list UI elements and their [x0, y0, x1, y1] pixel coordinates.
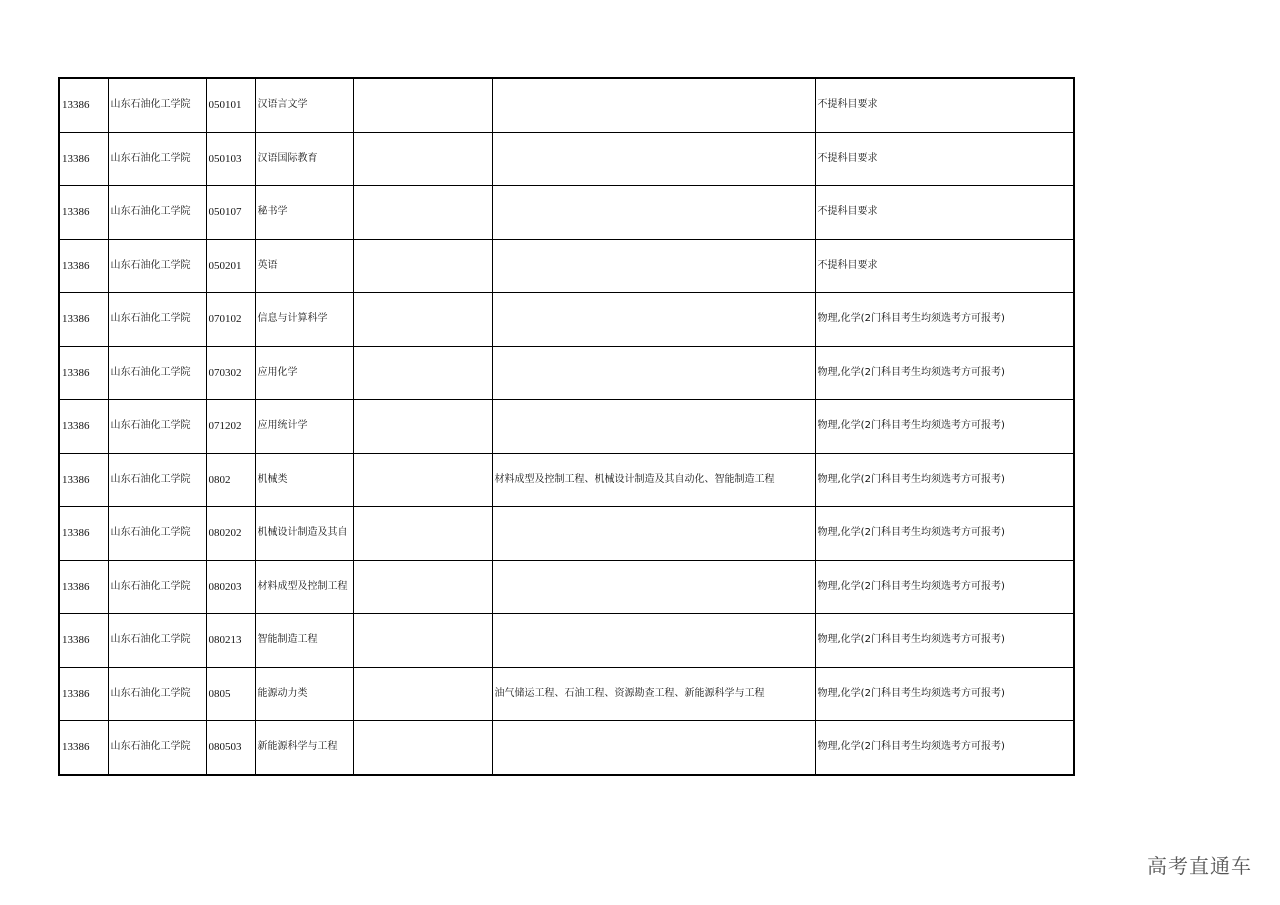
- watermark-text: 高考直通车: [1147, 854, 1252, 878]
- blank-cell: [353, 400, 492, 454]
- school-code-cell: 13386: [59, 346, 108, 400]
- subject-requirement-cell: 物理,化学(2门科目考生均须选考方可报考): [815, 614, 1074, 668]
- school-name-cell: 山东石油化工学院: [108, 667, 206, 721]
- school-name-cell: 山东石油化工学院: [108, 346, 206, 400]
- major-code-cell: 070302: [206, 346, 255, 400]
- included-majors-cell: [492, 721, 815, 775]
- school-code-cell: 13386: [59, 239, 108, 293]
- subject-requirement-cell: 物理,化学(2门科目考生均须选考方可报考): [815, 400, 1074, 454]
- major-code-cell: 050201: [206, 239, 255, 293]
- table-row: [59, 614, 1074, 668]
- table-row: [59, 453, 1074, 507]
- table-row: [59, 560, 1074, 614]
- major-code-cell: 0802: [206, 453, 255, 507]
- blank-cell: [353, 186, 492, 240]
- major-code-cell: 050107: [206, 186, 255, 240]
- school-name-cell: 山东石油化工学院: [108, 239, 206, 293]
- major-code-cell: 050101: [206, 78, 255, 132]
- school-name-cell: 山东石油化工学院: [108, 614, 206, 668]
- school-code-cell: 13386: [59, 78, 108, 132]
- included-majors-cell: 材料成型及控制工程、机械设计制造及其自动化、智能制造工程: [492, 453, 815, 507]
- subject-requirement-cell: 不提科目要求: [815, 132, 1074, 186]
- included-majors-cell: 油气储运工程、石油工程、资源勘查工程、新能源科学与工程: [492, 667, 815, 721]
- school-code-cell: 13386: [59, 560, 108, 614]
- table-row: [59, 132, 1074, 186]
- major-name-cell: 应用化学: [255, 346, 353, 400]
- school-code-cell: 13386: [59, 400, 108, 454]
- subject-requirement-cell: 不提科目要求: [815, 239, 1074, 293]
- major-name-cell: 应用统计学: [255, 400, 353, 454]
- table-row: [59, 293, 1074, 347]
- major-code-cell: 071202: [206, 400, 255, 454]
- blank-cell: [353, 453, 492, 507]
- major-code-cell: 070102: [206, 293, 255, 347]
- blank-cell: [353, 614, 492, 668]
- admission-subject-table: [58, 77, 1075, 776]
- major-code-cell: 080203: [206, 560, 255, 614]
- school-code-cell: 13386: [59, 721, 108, 775]
- subject-requirement-cell: 物理,化学(2门科目考生均须选考方可报考): [815, 453, 1074, 507]
- blank-cell: [353, 78, 492, 132]
- subject-requirement-cell: 不提科目要求: [815, 78, 1074, 132]
- included-majors-cell: [492, 78, 815, 132]
- school-code-cell: 13386: [59, 614, 108, 668]
- included-majors-cell: [492, 186, 815, 240]
- school-name-cell: 山东石油化工学院: [108, 507, 206, 561]
- major-name-cell: 智能制造工程: [255, 614, 353, 668]
- table-row: [59, 239, 1074, 293]
- blank-cell: [353, 239, 492, 293]
- school-name-cell: 山东石油化工学院: [108, 560, 206, 614]
- table-row: [59, 721, 1074, 775]
- included-majors-cell: [492, 614, 815, 668]
- table-row: [59, 667, 1074, 721]
- blank-cell: [353, 667, 492, 721]
- major-code-cell: 080213: [206, 614, 255, 668]
- included-majors-cell: [492, 346, 815, 400]
- school-name-cell: 山东石油化工学院: [108, 400, 206, 454]
- major-code-cell: 080503: [206, 721, 255, 775]
- major-name-cell: 材料成型及控制工程: [255, 560, 353, 614]
- major-name-cell: 机械类: [255, 453, 353, 507]
- school-code-cell: 13386: [59, 132, 108, 186]
- table-row: [59, 507, 1074, 561]
- school-name-cell: 山东石油化工学院: [108, 186, 206, 240]
- major-name-cell: 信息与计算科学: [255, 293, 353, 347]
- blank-cell: [353, 560, 492, 614]
- blank-cell: [353, 507, 492, 561]
- subject-requirement-cell: 物理,化学(2门科目考生均须选考方可报考): [815, 293, 1074, 347]
- included-majors-cell: [492, 400, 815, 454]
- table-row: [59, 346, 1074, 400]
- school-code-cell: 13386: [59, 507, 108, 561]
- blank-cell: [353, 293, 492, 347]
- major-name-cell: 能源动力类: [255, 667, 353, 721]
- major-code-cell: 050103: [206, 132, 255, 186]
- subject-requirement-cell: 物理,化学(2门科目考生均须选考方可报考): [815, 721, 1074, 775]
- school-name-cell: 山东石油化工学院: [108, 453, 206, 507]
- subject-requirement-cell: 物理,化学(2门科目考生均须选考方可报考): [815, 507, 1074, 561]
- subject-requirement-cell: 不提科目要求: [815, 186, 1074, 240]
- subject-requirement-cell: 物理,化学(2门科目考生均须选考方可报考): [815, 560, 1074, 614]
- school-name-cell: 山东石油化工学院: [108, 132, 206, 186]
- major-code-cell: 080202: [206, 507, 255, 561]
- included-majors-cell: [492, 132, 815, 186]
- included-majors-cell: [492, 239, 815, 293]
- table-row: [59, 400, 1074, 454]
- major-name-cell: 英语: [255, 239, 353, 293]
- school-name-cell: 山东石油化工学院: [108, 78, 206, 132]
- school-code-cell: 13386: [59, 293, 108, 347]
- major-name-cell: 汉语国际教育: [255, 132, 353, 186]
- major-code-cell: 0805: [206, 667, 255, 721]
- school-code-cell: 13386: [59, 667, 108, 721]
- major-name-cell: 秘书学: [255, 186, 353, 240]
- school-code-cell: 13386: [59, 186, 108, 240]
- blank-cell: [353, 132, 492, 186]
- table-row: [59, 186, 1074, 240]
- school-code-cell: 13386: [59, 453, 108, 507]
- table-body: [59, 78, 1074, 775]
- major-name-cell: 新能源科学与工程: [255, 721, 353, 775]
- school-name-cell: 山东石油化工学院: [108, 721, 206, 775]
- major-name-cell: 汉语言文学: [255, 78, 353, 132]
- included-majors-cell: [492, 560, 815, 614]
- subject-requirement-cell: 物理,化学(2门科目考生均须选考方可报考): [815, 346, 1074, 400]
- blank-cell: [353, 346, 492, 400]
- included-majors-cell: [492, 507, 815, 561]
- major-name-cell: 机械设计制造及其自: [255, 507, 353, 561]
- included-majors-cell: [492, 293, 815, 347]
- blank-cell: [353, 721, 492, 775]
- subject-requirement-cell: 物理,化学(2门科目考生均须选考方可报考): [815, 667, 1074, 721]
- table-row: [59, 78, 1074, 132]
- school-name-cell: 山东石油化工学院: [108, 293, 206, 347]
